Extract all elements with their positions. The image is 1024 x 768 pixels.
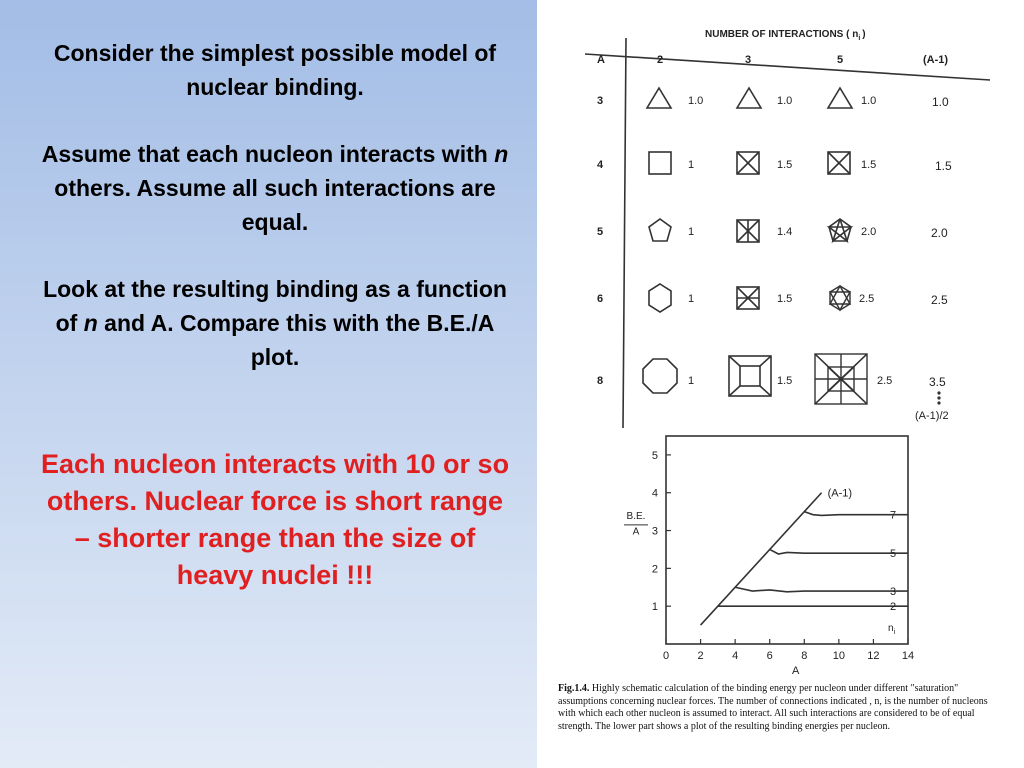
- x-tick-label: 14: [901, 650, 915, 662]
- x-tick-label: 4: [732, 650, 739, 662]
- row-a-label: 4: [597, 159, 604, 171]
- series-line: [770, 549, 908, 554]
- y-tick-label: 3: [651, 525, 658, 538]
- row-value: 1: [688, 375, 695, 387]
- plot-labels: [624, 488, 896, 677]
- table-row: [597, 152, 952, 174]
- table-row: [597, 284, 948, 312]
- assumption-paragraph: [40, 137, 510, 239]
- y-axis-label-den: A: [632, 526, 640, 538]
- x-tick-label: 6: [766, 650, 773, 662]
- comparison-variable: n: [83, 310, 98, 336]
- square-diagram: [649, 152, 671, 174]
- x-tick-label: 10: [832, 650, 845, 662]
- table-header-col: (A-1): [923, 54, 949, 66]
- plot-axes: [652, 436, 914, 662]
- table-header-col: 3: [745, 54, 752, 66]
- figure-caption: [558, 683, 998, 733]
- series-label: 2: [890, 601, 897, 614]
- square-cross-diagram: [737, 152, 759, 174]
- assumption-text-end: others. Assume all such interactions are equal.: [54, 175, 496, 235]
- square-cross-diagram: [828, 152, 850, 174]
- x-tick-label: 2: [697, 650, 704, 662]
- pentagon-diagram: [649, 219, 671, 241]
- row-value: 1.0: [932, 95, 949, 109]
- x-tick-label: 8: [801, 650, 808, 662]
- series-label: 3: [890, 586, 897, 599]
- series-label: 5: [890, 548, 897, 561]
- conclusion-highlight: Each nucleon interacts with 10 or so others. Nuclear force is short range – shorter range than the size of heavy nuclei !!!: [40, 449, 510, 590]
- row-value: 1.5: [861, 159, 877, 171]
- y-axis-label-num: B.E.: [626, 511, 646, 523]
- assumption-text-start: Assume that each nucleon interacts with: [41, 141, 495, 167]
- row-value: 2.0: [861, 226, 877, 238]
- triangle-diagram: [647, 88, 671, 108]
- row-value: 1.0: [861, 95, 877, 107]
- table-title: NUMBER OF INTERACTIONS ( $n_i$ ): [705, 29, 866, 42]
- triangle-diagram: [828, 88, 852, 108]
- row-value: 1.0: [777, 95, 793, 107]
- cube-cross-diagram: [815, 354, 867, 404]
- series-line: [701, 493, 822, 625]
- row-a-label: 6: [597, 293, 604, 305]
- row-value: 2.0: [931, 226, 948, 240]
- row-value: 1.0: [688, 95, 704, 107]
- row-value: 1.5: [935, 159, 952, 173]
- y-tick-label: 2: [651, 563, 658, 576]
- row-a-label: 5: [597, 226, 604, 238]
- table-footnote: (A-1)/2: [915, 410, 949, 422]
- binding-energy-plot: [600, 430, 930, 682]
- square-cross-diagram: [737, 220, 759, 242]
- row-value: 1: [688, 293, 695, 305]
- row-value: 3.5: [929, 375, 946, 389]
- row-value: 1.5: [777, 159, 793, 171]
- row-value: 2.5: [931, 293, 948, 307]
- row-value: 1.5: [777, 375, 793, 387]
- interaction-table-figure: [537, 20, 1007, 428]
- x-tick-label: 0: [662, 650, 670, 662]
- hexagon-star-diagram: [830, 286, 850, 310]
- pentagon-star-diagram: [829, 219, 851, 241]
- row-a-label: 8: [597, 375, 604, 387]
- triangle-diagram: [737, 88, 761, 108]
- table-header-col: 2: [657, 54, 664, 66]
- row-value: 1.4: [777, 226, 793, 238]
- intro-paragraph: Consider the simplest possible model of nuclear binding.: [53, 40, 497, 100]
- table-header-a: A: [597, 54, 605, 66]
- cube-diagram: [729, 356, 771, 396]
- table-header-col: 5: [837, 54, 844, 66]
- table-row: [597, 219, 948, 242]
- comparison-text-start: Look at the resulting binding as a function of: [43, 276, 507, 336]
- table-vertical-rule: [623, 38, 626, 428]
- comparison-text-end: and A. Compare this with the B.E./A plot.: [97, 310, 495, 370]
- series-label: (A-1): [827, 487, 853, 500]
- octagon-diagram: [643, 359, 677, 393]
- plot-series: [701, 493, 908, 625]
- hexagon-diagram: [649, 284, 671, 312]
- series-index-label: $n_i$: [888, 622, 896, 636]
- box-cross-diagram: [737, 287, 759, 309]
- y-tick-label: 1: [651, 601, 658, 614]
- table-row: [597, 354, 949, 422]
- series-line: [735, 587, 908, 592]
- assumption-variable: n: [494, 141, 509, 167]
- row-value: 1.5: [777, 293, 793, 305]
- row-value: 2.5: [859, 293, 875, 305]
- table-header-row: [597, 54, 948, 66]
- row-value: 1: [688, 226, 695, 238]
- row-value: 2.5: [877, 375, 893, 387]
- comparison-paragraph: [40, 272, 510, 374]
- y-tick-label: 4: [651, 487, 658, 500]
- caption-text: Highly schematic calculation of the binding energy per nucleon under different "saturation" assumptions concerning nuclear forces. The number of connections indicated , n, is the number of nucleons with which each other nucleon is assumed to interact. All such interactions are considered to be of equal strength. The lower part shows a plot of the resulting binding energies per nucleon.: [558, 683, 988, 732]
- table-row: [597, 88, 949, 109]
- series-label: 7: [890, 509, 897, 522]
- caption-label: Fig.1.4.: [558, 683, 590, 694]
- x-axis-label: A: [791, 665, 800, 677]
- row-a-label: 3: [597, 95, 604, 107]
- plot-frame: [666, 436, 908, 644]
- x-tick-label: 12: [867, 650, 880, 662]
- row-value: 1: [688, 159, 695, 171]
- y-tick-label: 5: [651, 449, 658, 462]
- ellipsis-dots-icon: [937, 391, 940, 404]
